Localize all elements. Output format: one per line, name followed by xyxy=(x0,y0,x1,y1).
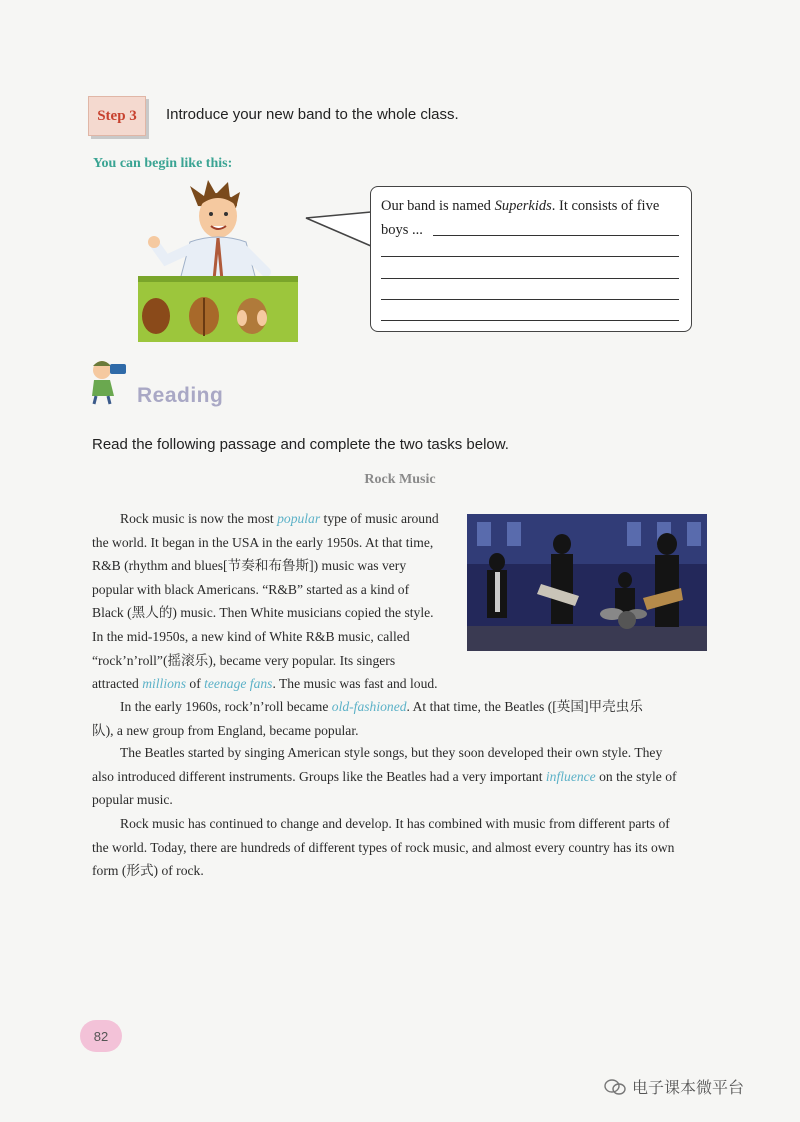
reading-instruction: Read the following passage and complete the two tasks below. xyxy=(92,436,509,453)
keyword: popular xyxy=(277,511,321,526)
keyword: influence xyxy=(545,768,596,784)
presenter-illustration xyxy=(138,176,300,342)
bubble-tail xyxy=(304,210,374,250)
page-number: 82 xyxy=(80,1020,122,1052)
watermark xyxy=(604,1075,744,1098)
band-name: Superkids xyxy=(494,198,552,214)
keyword: old-fashioned xyxy=(331,699,407,714)
step-instruction: Introduce your new band to the whole class. xyxy=(166,106,459,123)
answer-line xyxy=(433,235,679,236)
wechat-icon xyxy=(604,1078,626,1096)
answer-line xyxy=(381,299,679,300)
paragraph-1: Rock music is now the most popular type of music around the world. It began in the USA in the early 1950s. At that time, R&B (rhythm and blues[节奏和布鲁斯]) music was very popular with black Americans. “R&B” started as a kind of Black (黑人的) music. Then White musicians copied the style. In the mid-1950s, a new kind of White R&B music, called “rock’n’roll”(摇滚乐), became very popular. Its singers attracted millions of teenage fans. The music was fast and loud. xyxy=(92,511,439,692)
bubble-text: Our band is named Superkids. It consists of five boys ... xyxy=(381,198,660,238)
keyword: teenage fans xyxy=(204,676,273,692)
band-photo xyxy=(467,514,707,651)
answer-line xyxy=(381,278,679,279)
answer-line xyxy=(381,320,679,321)
section-title: Reading xyxy=(137,384,224,407)
begin-like-prompt: You can begin like this: xyxy=(93,156,233,171)
paragraph-3: The Beatles started by singing American style songs, but they soon developed their own style. They also introduced different instruments. Groups like the Beatles had a very important influence on the style of popular music. xyxy=(92,745,677,808)
watermark-text: 电子课本微平台 xyxy=(632,1078,745,1097)
paragraph-4: Rock music has continued to change and develop. It has combined with music from different parts of the world. Today, there are hundreds of different types of rock music, and almost every country has its own form (形式) of rock. xyxy=(92,816,675,879)
answer-line xyxy=(381,256,679,257)
reader-mascot-icon xyxy=(88,358,132,406)
step-label: Step 3 xyxy=(88,96,146,136)
paragraph-2: In the early 1960s, rock’n’roll became old-fashioned. At that time, the Beatles ([英国]甲壳虫乐 队), a new group from England, became popular. xyxy=(92,699,643,738)
speech-bubble xyxy=(370,186,692,332)
keyword: millions xyxy=(142,676,186,692)
passage-title: Rock Music xyxy=(364,472,436,487)
